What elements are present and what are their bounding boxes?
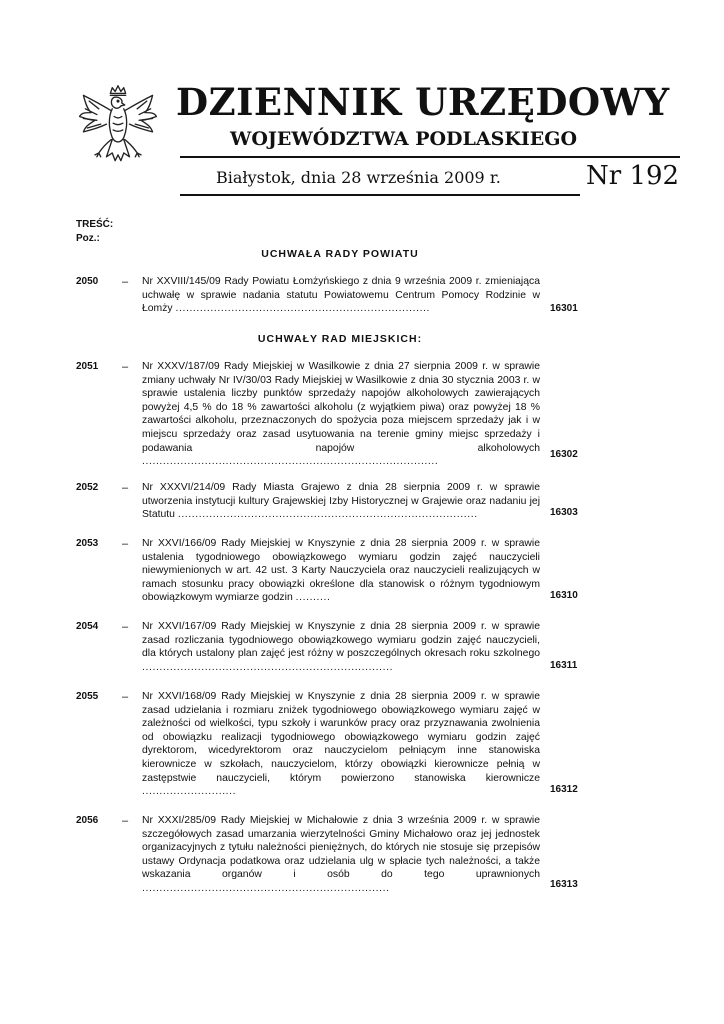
entry-position: 2051: [76, 361, 99, 372]
entry-dash: –: [122, 621, 129, 633]
entry-page: 16313: [550, 879, 578, 890]
entry-position: 2054: [76, 621, 99, 632]
section-heading: UCHWAŁY RAD MIEJSKICH:: [257, 333, 423, 345]
entry-text: Nr XXXVI/214/09 Rady Miasta Grajewo z dnia 28 sierpnia 2009 r. w sprawie utworzenia instytucji kultury Grajewskiej Izby Historycznej w Grajewie oraz nadaniu jej Statutu ......................................................................................: [142, 482, 540, 521]
entry-position: 2056: [76, 815, 99, 826]
journal-subtitle: WOJEWÓDZTWA PODLASKIEGO: [230, 128, 578, 150]
entry-page: 16303: [550, 507, 578, 518]
white-eagle-emblem-icon: [70, 80, 166, 176]
entry-page: 16311: [550, 660, 578, 671]
entry-position: 2050: [76, 276, 99, 287]
entry-position: 2052: [76, 482, 99, 493]
entry-page: 16312: [550, 784, 578, 795]
issue-number: Nr 192: [586, 161, 680, 191]
entry-dash: –: [122, 815, 129, 827]
entry-page: 16301: [550, 303, 578, 314]
entry-page: 16310: [550, 590, 578, 601]
entry-text: Nr XXXV/187/09 Rady Miejskiej w Wasilkowie z dnia 27 sierpnia 2009 r. w sprawie zmiany uchwały Nr IV/30/03 Rady Miejskiej w Wasilkowie z dnia 30 stycznia 2003 r. w sprawie ustalenia liczby punktów sprzedaży napojów alkoholowych zawierających powyżej 4,5 % do 18 % zawartości alkoholu (z wyjątkiem piwa) oraz powyżej 18 % zawartości alkoholu, przeznaczonych do spożycia poza miejscem sprzedaży jak i w miejscu sprzedaży oraz zasad usytuowania na terenie gminy miejsc sprzedaży i podawania napojów alkoholowych .....................................................................................: [142, 361, 540, 468]
journal-title: DZIENNIK URZĘDOWY: [176, 80, 670, 124]
place-and-date: Białystok, dnia 28 września 2009 r.: [216, 168, 501, 187]
entry-page: 16302: [550, 449, 578, 460]
entry-text: Nr XXVIII/145/09 Rady Powiatu Łomżyńskiego z dnia 9 września 2009 r. zmieniająca uchwałę w sprawie nadania statutu Powiatowemu Centrum Pomocy Rodzinie w Łomży .........................................................................: [142, 276, 540, 315]
entry-text: Nr XXVI/168/09 Rady Miejskiej w Knyszynie z dnia 28 sierpnia 2009 r. w sprawie zasad udzielania i rozmiaru zniżek tygodniowego obowiązkowego wymiaru zajęć w zależności od wielkości, typu szkoły i warunków pracy oraz przyznawania zwolnienia od obowiązku realizacji tygodniowego obowiązkowego wymiaru godzin zajęć dyrektorom, wicedyrektorom oraz nauczycielom pełniącym inne stanowiska kierownicze w szkołach, nauczycielom, którzy obowiązki kierownicze pełnią w zastępstwie nauczycieli, którym powierzono stanowiska kierownicze ...........................: [142, 691, 540, 798]
entry-text: Nr XXXI/285/09 Rady Miejskiej w Michałowie z dnia 3 września 2009 r. w sprawie szczegółowych zasad umarzania wierzytelności Gminy Michałowo oraz jej jednostek organizacyjnych z tytułu należności pieniężnych, do których nie stosuje się przepisów ustawy Ordynacja podatkowa oraz udzielania ulg w spłacie tych należności, a także wskazania organów i osób do tego uprawnionych .......................................................................: [142, 815, 540, 894]
toc-label: TREŚĆ:: [76, 219, 114, 230]
entry-text: Nr XXVI/167/09 Rady Miejskiej w Knyszynie z dnia 28 sierpnia 2009 r. w sprawie zasad rozliczania tygodniowego obowiązkowego wymiaru godzin zajęć nauczycieli, dla których ustalony plan zajęć jest różny w poszczególnych okresach roku szkolnego ........................................................................: [142, 621, 540, 673]
entry-dash: –: [122, 691, 129, 703]
entry-dash: –: [122, 276, 129, 288]
entry-dash: –: [122, 482, 129, 494]
entry-dash: –: [122, 538, 129, 550]
entry-position: 2055: [76, 691, 99, 702]
entry-position: 2053: [76, 538, 99, 549]
entry-text: Nr XXVI/166/09 Rady Miejskiej w Knyszynie z dnia 28 sierpnia 2009 r. w sprawie ustalenia tygodniowego obowiązkowego wymiaru godzin zajęć nauczycieli niewymienionych w art. 42 ust. 3 Karty Nauczyciela oraz nauczycieli realizujących w ramach stosunku pracy obowiązki określone dla stanowisk o różnym tygodniowym obowiązkowym wymiarze godzin ..........: [142, 538, 540, 604]
entry-dash: –: [122, 361, 129, 373]
position-label: Poz.:: [76, 233, 100, 244]
section-heading: UCHWAŁA RADY POWIATU: [261, 248, 419, 260]
header-divider-bottom: [180, 194, 580, 196]
